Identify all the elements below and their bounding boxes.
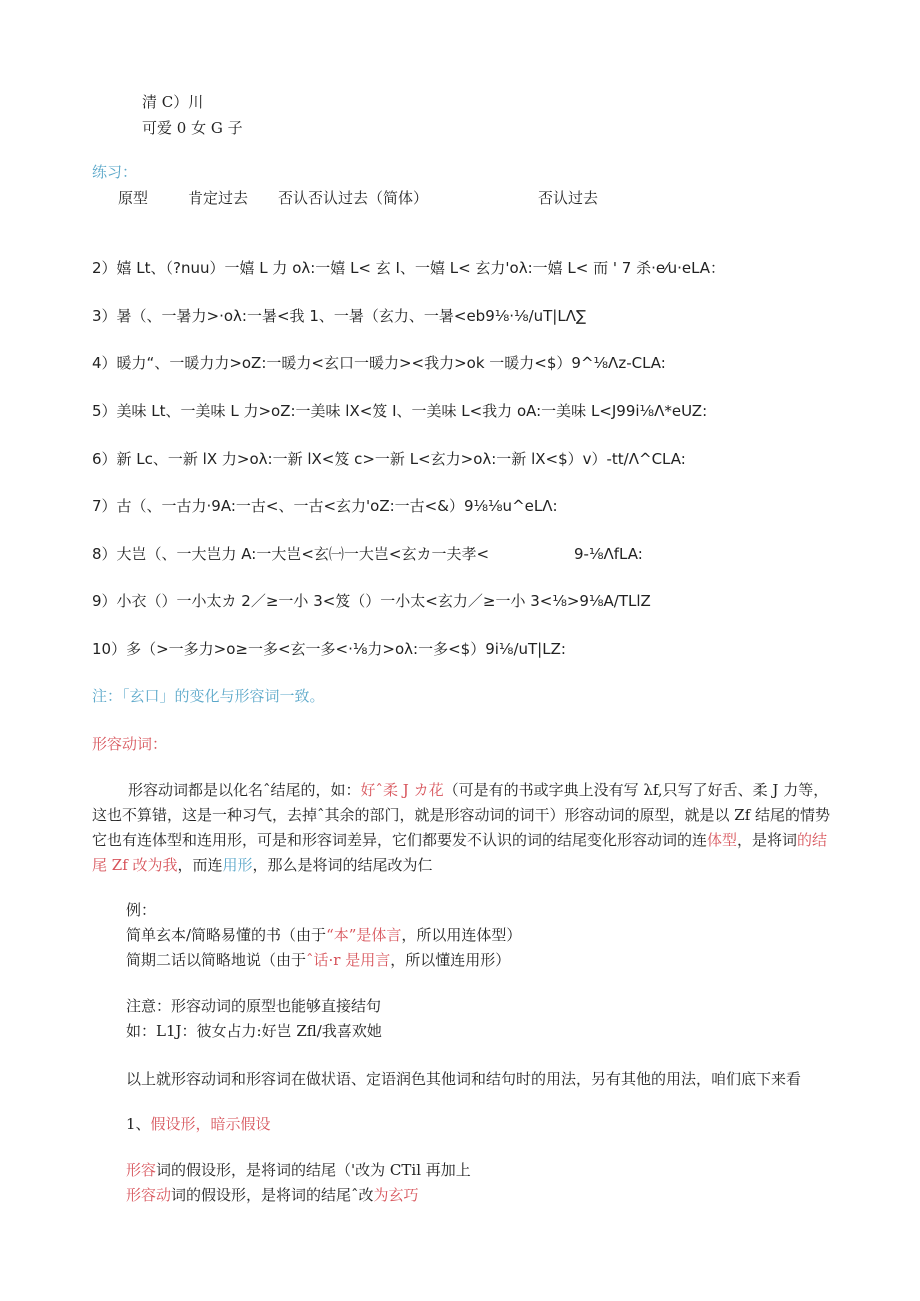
top-line-1: 清 C）川 <box>142 93 204 111</box>
section-heading: 形容动词： <box>92 735 168 753</box>
example-line-1 <box>126 925 521 945</box>
para-part-9: ，那么是将词的结尾改为仁 <box>252 856 433 874</box>
para-highlight-ending: 的结尾 Zf 改为我 <box>92 831 828 874</box>
exercise-item-4: 4）暖力“、一暖力力>oZ:一暖力<玄口一暖力><我力>ok 一暖力<$）9^⅛Λz-CLA: <box>92 354 666 372</box>
para-part-5: ，是将词 <box>737 831 798 849</box>
point-1-text: 假设形，暗示假设 <box>150 1115 271 1133</box>
rule-adjective-conditional <box>126 1160 471 1180</box>
para-example-word: 好ˆ柔 J カ花 <box>360 781 444 799</box>
rule-1-highlight: 形容 <box>126 1161 157 1179</box>
para-part-7: ，而连 <box>177 856 223 874</box>
rule-2-highlight: 形容动 <box>126 1186 172 1204</box>
top-line-2: 可爱 0 女 G 子 <box>142 119 243 137</box>
exercise-item-10: 10）多（>一多力>o≥一多<玄一多<·⅛力>oλ:一多<$）9i⅛/uT|LZ: <box>92 640 566 658</box>
para-part-1: 形容动词都是以化名ˆ结尾的，如： <box>128 781 361 799</box>
para-highlight-adverbial: 用形 <box>222 856 253 874</box>
column-header-negative-past: 否认过去 <box>538 189 599 207</box>
example-line-2-highlight: ˆ话·r 是用言 <box>306 951 391 969</box>
rule-2-text: 词的假设形，是将词的结尾ˆ改 <box>171 1186 374 1204</box>
point-1-number: 1、 <box>126 1115 151 1133</box>
example-line-2-tail: ，所以懂连用形） <box>390 951 511 969</box>
exercise-item-8-tail: 9-⅛ΛfLA: <box>574 545 643 563</box>
column-header-negative-simple: 否认否认过去（简体） <box>278 189 429 207</box>
example-line-2-text: 简期二话以简略地说（由于 <box>126 951 307 969</box>
example-line-1-text: 简单玄本/简略易懂的书（由于 <box>126 926 327 944</box>
note-line: 注：「玄口」的变化与形容词一致。 <box>92 687 325 705</box>
exercise-item-3: 3）暑（、一暑力>·oλ:一暑<我 1、一暑（玄力、一暑<eb9⅛·⅛/uT|LΛ∑ <box>92 307 587 325</box>
column-header-base: 原型 <box>118 189 149 207</box>
exercise-item-7: 7）古（、一古力·9A:一古<、一古<玄力'oZ:一古<&）9⅛⅛u^eLΛ: <box>92 497 558 515</box>
point-1 <box>126 1114 271 1134</box>
example-line-1-tail: ，所以用连体型） <box>401 926 522 944</box>
rule-adjectival-verb-conditional <box>126 1185 419 1205</box>
exercise-item-9: 9）小衣（）一小太カ 2／≥一小 3<笈（）一小太<玄力／≥一小 3<⅛>9⅛A/TLlZ <box>92 592 651 610</box>
example-label: 例： <box>126 901 157 919</box>
column-header-affirmative-past: 肯定过去 <box>188 189 249 207</box>
example-line-2 <box>126 950 510 970</box>
exercise-item-8: 8）大岂（、一大岂力 A:一大岂<玄㈠一大岂<玄カ一夫孝< <box>92 545 490 563</box>
rule-2-ending: 为玄巧 <box>373 1186 419 1204</box>
exercise-item-2: 2）嬉 Lt、（?nuu）一嬉 L 力 oλ:一嬉 L< 玄 I、一嬉 L< 玄力'oλ:一嬉 L< 而 ' 7 杀·e⁄u·eLA： <box>92 259 726 277</box>
exercise-item-6: 6）新 Lc、一新 lX 力>oλ:一新 lX<笈 c>一新 L<玄力>oλ:一新 lX<$）v）-tt/Λ^CLA: <box>92 450 686 468</box>
para-highlight-attributive: 体型 <box>707 831 738 849</box>
summary-line: 以上就形容动词和形容词在做状语、定语润色其他词和结句时的用法，另有其他的用法，咱们底下来看 <box>126 1070 802 1088</box>
attention-line-1: 注意：形容动词的原型也能够直接结句 <box>126 997 382 1015</box>
attention-line-2: 如：L1J：彼女占力:好岂 Zfl/我喜欢她 <box>126 1022 382 1040</box>
para-part-3: （可是有的书或字典上没有写 λf,只写了好舌、柔 J 力等，这也不算错，这是一种习气，去掉ˆ其余的部门，就是形容动词的词干）形容动词的原型，就是以 Zf 结尾的情势它也有连体型和连用形，可是和形容词差异，它们都要发不认识的词的结尾变化形容动词的连 <box>92 781 831 849</box>
example-line-1-highlight: “本”是体言 <box>326 926 402 944</box>
practice-heading: 练习： <box>92 163 138 181</box>
exercise-item-5: 5）美味 Lt、一美味 L 力>oZ:一美味 lX<笈 I、一美味 L<我力 oA:一美味 L<J99i⅛Λ*eUZ: <box>92 402 708 420</box>
rule-1-text: 词的假设形，是将词的结尾（'改为 CTil 再加上 <box>156 1161 471 1179</box>
main-paragraph <box>92 778 837 878</box>
